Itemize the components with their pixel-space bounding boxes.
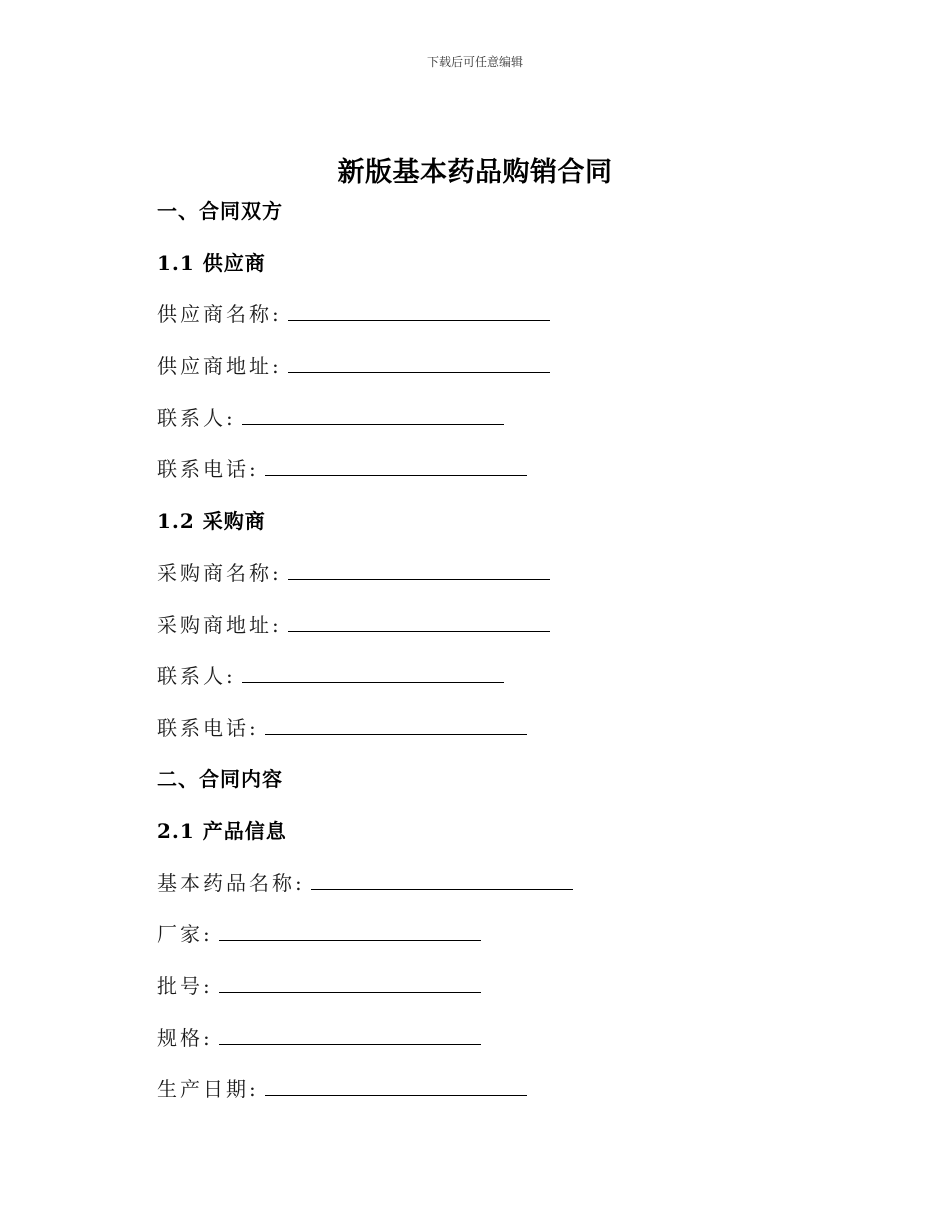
fill-blank[interactable] xyxy=(265,1075,527,1096)
production-date-field xyxy=(157,1075,527,1103)
field-label: 联系电话: xyxy=(157,716,259,740)
header-note: 下载后可任意编辑 xyxy=(426,55,523,69)
fill-blank[interactable] xyxy=(288,559,550,580)
field-label: 供应商名称: xyxy=(157,302,282,326)
manufacturer-field xyxy=(157,920,481,948)
batch-number-field xyxy=(157,972,481,1000)
fill-blank[interactable] xyxy=(219,920,481,941)
fill-blank[interactable] xyxy=(219,1024,481,1045)
supplier-name-field xyxy=(157,300,550,328)
specification-field xyxy=(157,1024,481,1052)
fill-blank[interactable] xyxy=(288,352,550,373)
field-label: 采购商名称: xyxy=(157,561,282,585)
purchaser-name-field xyxy=(157,559,550,587)
section-1-heading: 一、合同双方 xyxy=(157,199,283,223)
supplier-heading: 1.1 供应商 xyxy=(157,251,266,275)
field-label: 联系人: xyxy=(157,664,236,688)
field-label: 供应商地址: xyxy=(157,354,282,378)
fill-blank[interactable] xyxy=(311,869,573,890)
document-title: 新版基本药品购销合同 xyxy=(337,157,613,188)
field-label: 生产日期: xyxy=(157,1077,259,1101)
drug-name-field xyxy=(157,869,573,897)
field-label: 联系人: xyxy=(157,406,236,430)
fill-blank[interactable] xyxy=(242,404,504,425)
fill-blank[interactable] xyxy=(242,662,504,683)
supplier-contact-field xyxy=(157,404,504,432)
supplier-address-field xyxy=(157,352,550,380)
fill-blank[interactable] xyxy=(288,611,550,632)
field-label: 采购商地址: xyxy=(157,613,282,637)
section-2-heading: 二、合同内容 xyxy=(157,767,283,791)
purchaser-address-field xyxy=(157,611,550,639)
purchaser-heading: 1.2 采购商 xyxy=(157,509,266,533)
fill-blank[interactable] xyxy=(265,455,527,476)
field-label: 联系电话: xyxy=(157,457,259,481)
product-info-heading: 2.1 产品信息 xyxy=(157,819,287,843)
fill-blank[interactable] xyxy=(288,300,550,321)
fill-blank[interactable] xyxy=(219,972,481,993)
field-label: 厂家: xyxy=(157,922,213,946)
supplier-phone-field xyxy=(157,455,527,483)
purchaser-contact-field xyxy=(157,662,504,690)
field-label: 规格: xyxy=(157,1026,213,1050)
field-label: 基本药品名称: xyxy=(157,871,305,895)
field-label: 批号: xyxy=(157,974,213,998)
purchaser-phone-field xyxy=(157,714,527,742)
fill-blank[interactable] xyxy=(265,714,527,735)
